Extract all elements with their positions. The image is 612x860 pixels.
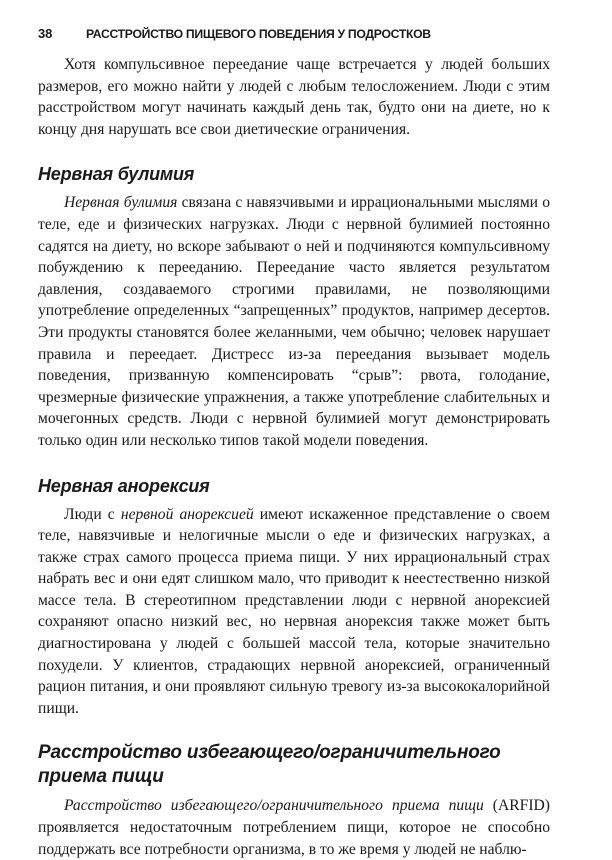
intro-paragraph: Хотя компульсивное переедание чаще встречается у людей больших размеров, его можно найти у людей с любым телосложением. Люди с этим расстройством могут начинать каждый день так, будто они на диете, но к концу дня нарушать все свои диетические ограничения.	[38, 56, 550, 138]
running-header	[38, 26, 558, 41]
anorexia-text-before: Люди с	[64, 505, 121, 523]
page-content	[38, 54, 550, 860]
bulimia-paragraph	[38, 192, 550, 451]
bulimia-text: связана с навязчивыми и иррациональными мыслями о теле, еде и физических нагрузках. Люди с нервной булимией постоянно садятся на диету, но вскоре забывают о ней и подчиняются компульсивному побуждению к перееданию. Переедание часто является результатом давления, создаваемого строгими правилами, не позволяющими употребление определенных “запрещенных” продуктов, например десертов. Эти продукты становятся более желанными, чем обычно; человек нарушает правила и переедает. Дистресс из-за переедания вызывает модель поведения, призванную компенсировать “срыв”: рвота, голодание, чрезмерные физические упражнения, а также употребление слабительных и мочегонных средств. Люди с нервной булимией могут демонстрировать только один или несколько типов такой модели поведения.	[38, 194, 550, 449]
page-number: 38	[38, 26, 53, 41]
bulimia-term: Нервная булимия	[64, 194, 178, 212]
anorexia-text-after: имеют искаженное представление о своем теле, навязчивые и нелогичные мысли о еде и физических нагрузках, а также страх самого процесса приема пищи. У них иррациональный страх набрать вес и они едят слишком мало, что приводит к неестественно низкой массе тела. В стереотипном представлении люди с нервной анорексией сохраняют опасно низкий вес, но нервная анорексия также может быть диагностирована у людей с большей массой тела, которые значительно похудели. У клиентов, страдающих нервной анорексией, ограниченный рацион питания, и они проявляют сильную тревогу из-за высококалорийной пищи.	[38, 505, 551, 717]
section-heading-arfid	[38, 741, 550, 789]
anorexia-paragraph	[38, 504, 550, 720]
section-heading-anorexia: Нервная анорексия	[38, 475, 210, 496]
running-title: РАССТРОЙСТВО ПИЩЕВОГО ПОВЕДЕНИЯ У ПОДРОСТКОВ	[86, 27, 431, 41]
section-heading-bulimia: Нервная булимия	[38, 164, 195, 185]
arfid-term: Расстройство избегающего/ограничительного приема пищи	[64, 797, 484, 815]
arfid-paragraph	[38, 795, 550, 860]
arfid-heading-line2: приема пищи	[38, 766, 164, 788]
arfid-text: (ARFID) проявляется недостаточным потреблением пищи, которое не способно поддержать все потребности организма, в то же время у людей не наблю-	[38, 797, 550, 858]
arfid-heading-line1: Расстройство избегающего/ограничительного	[38, 742, 501, 764]
anorexia-term: нервной анорексией	[120, 505, 254, 523]
